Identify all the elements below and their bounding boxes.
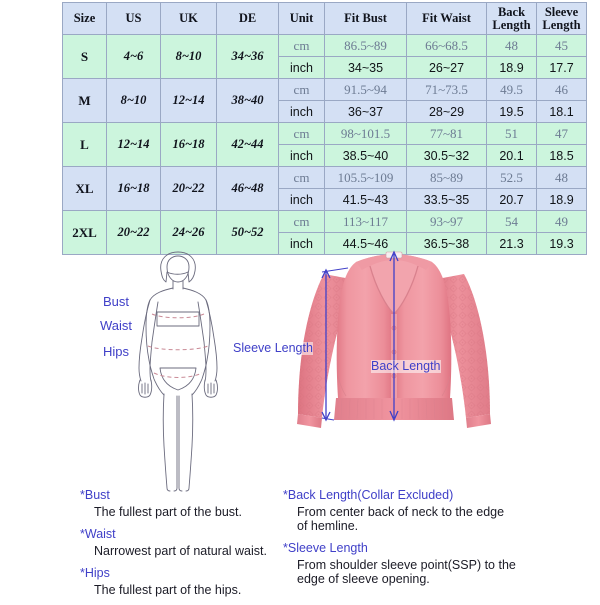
legend-desc-sleeve-length-line2: edge of sleeve opening.	[297, 572, 430, 586]
cell-unit-inch: inch	[279, 233, 325, 255]
cell-back-cm: 54	[487, 211, 537, 233]
cell-bust-cm: 98~101.5	[325, 123, 407, 145]
cell-unit-cm: cm	[279, 167, 325, 189]
legend-desc-sleeve-length-line1: From shoulder sleeve point(SSP) to the	[297, 558, 516, 572]
cell-bust-inch: 36~37	[325, 101, 407, 123]
cell-size: 2XL	[63, 211, 107, 255]
cell-us: 12~14	[107, 123, 161, 167]
legend-garment-measurements	[283, 488, 583, 594]
cell-back-inch: 18.9	[487, 57, 537, 79]
cell-waist-cm: 93~97	[407, 211, 487, 233]
table-row	[63, 211, 587, 233]
body-measurement-diagram	[78, 250, 278, 495]
cell-size: XL	[63, 167, 107, 211]
cell-size: M	[63, 79, 107, 123]
left-leg-inner	[174, 396, 177, 491]
cell-bust-inch: 44.5~46	[325, 233, 407, 255]
cell-size: S	[63, 35, 107, 79]
annotation-back-length: Back Length	[371, 359, 441, 373]
cell-us: 4~6	[107, 35, 161, 79]
cell-unit-cm: cm	[279, 79, 325, 101]
briefs-shape	[160, 368, 196, 390]
cell-back-cm: 48	[487, 35, 537, 57]
legend-body-measurements	[80, 488, 295, 605]
cell-bust-cm: 105.5~109	[325, 167, 407, 189]
right-fingers	[208, 383, 214, 394]
cell-de: 38~40	[217, 79, 279, 123]
left-arm-outer	[139, 300, 150, 381]
legend-term-bust: *Bust	[80, 488, 110, 502]
cell-sleeve-inch: 17.7	[537, 57, 587, 79]
cell-us: 16~18	[107, 167, 161, 211]
cell-uk: 20~22	[161, 167, 217, 211]
cell-waist-inch: 28~29	[407, 101, 487, 123]
cell-bust-cm: 91.5~94	[325, 79, 407, 101]
table-header	[63, 3, 587, 35]
right-leg-outer	[186, 394, 193, 491]
cell-sleeve-cm: 46	[537, 79, 587, 101]
column-header-us: US	[107, 3, 161, 35]
cell-bust-cm: 113~117	[325, 211, 407, 233]
column-header-sleeve-length-line1: Sleeve	[544, 4, 579, 19]
body-label-bust: Bust	[103, 294, 130, 309]
table-row	[63, 167, 587, 189]
pink-cardigan-illustration	[278, 248, 538, 463]
cell-waist-cm: 85~89	[407, 167, 487, 189]
column-header-back-length	[487, 3, 537, 35]
cell-de: 34~36	[217, 35, 279, 79]
cell-uk: 8~10	[161, 35, 217, 79]
body-label-waist: Waist	[100, 318, 133, 333]
legend-desc-hips: The fullest part of the hips.	[94, 583, 242, 597]
column-header-back-length-line1: Back	[497, 4, 526, 19]
cell-unit-inch: inch	[279, 145, 325, 167]
legend-desc-bust: The fullest part of the bust.	[94, 505, 242, 519]
cell-waist-inch: 26~27	[407, 57, 487, 79]
table-row	[63, 35, 587, 57]
column-header-back-length-line2: Length	[492, 17, 531, 32]
legend-term-waist: *Waist	[80, 527, 116, 541]
cell-sleeve-cm: 45	[537, 35, 587, 57]
size-chart-table	[62, 2, 587, 255]
cell-unit-inch: inch	[279, 57, 325, 79]
cell-sleeve-cm: 49	[537, 211, 587, 233]
legend-term-hips: *Hips	[80, 566, 110, 580]
bust-measure-line	[152, 314, 204, 318]
cell-unit-inch: inch	[279, 101, 325, 123]
column-header-uk: UK	[161, 3, 217, 35]
right-arm-outer	[206, 300, 217, 381]
head-shape	[167, 256, 189, 282]
cell-back-inch: 20.1	[487, 145, 537, 167]
cell-unit-cm: cm	[279, 211, 325, 233]
left-fingers	[142, 383, 148, 394]
cell-bust-cm: 86.5~89	[325, 35, 407, 57]
legend-desc-back-length-line2: of hemline.	[297, 519, 359, 533]
left-leg-outer	[163, 394, 170, 491]
waist-measure-line	[148, 346, 208, 350]
cell-sleeve-inch: 18.1	[537, 101, 587, 123]
cell-waist-inch: 36.5~38	[407, 233, 487, 255]
cell-waist-cm: 71~73.5	[407, 79, 487, 101]
cell-bust-inch: 38.5~40	[325, 145, 407, 167]
cell-us: 20~22	[107, 211, 161, 255]
cell-de: 50~52	[217, 211, 279, 255]
table-body	[63, 35, 587, 255]
legend-term-sleeve-length: *Sleeve Length	[283, 541, 368, 555]
cell-unit-cm: cm	[279, 35, 325, 57]
size-chart-table-container	[62, 2, 586, 255]
legend-term-back-length: *Back Length(Collar Excluded)	[283, 488, 454, 502]
garment-measurement-diagram	[233, 248, 538, 463]
right-torso-outline	[183, 288, 210, 360]
table-header-row	[63, 3, 587, 35]
cell-back-cm: 51	[487, 123, 537, 145]
legend-desc-waist: Narrowest part of natural waist.	[94, 544, 267, 558]
cell-waist-inch: 33.5~35	[407, 189, 487, 211]
cell-back-cm: 49.5	[487, 79, 537, 101]
cell-back-inch: 19.5	[487, 101, 537, 123]
cell-waist-cm: 77~81	[407, 123, 487, 145]
cell-uk: 24~26	[161, 211, 217, 255]
column-header-unit: Unit	[279, 3, 325, 35]
cell-sleeve-inch: 19.3	[537, 233, 587, 255]
cell-back-cm: 52.5	[487, 167, 537, 189]
cell-waist-cm: 66~68.5	[407, 35, 487, 57]
legend-desc-back-length-line1: From center back of neck to the edge	[297, 505, 505, 519]
hair-shape	[161, 252, 196, 282]
cell-back-inch: 20.7	[487, 189, 537, 211]
cell-sleeve-cm: 47	[537, 123, 587, 145]
column-header-sleeve-length-line2: Length	[542, 17, 581, 32]
column-header-de: DE	[217, 3, 279, 35]
cell-de: 46~48	[217, 167, 279, 211]
cell-us: 8~10	[107, 79, 161, 123]
cell-uk: 12~14	[161, 79, 217, 123]
table-row	[63, 123, 587, 145]
cell-size: L	[63, 123, 107, 167]
annotation-sleeve-length: Sleeve Length	[233, 341, 313, 355]
right-leg-inner	[179, 396, 182, 491]
column-header-fit-waist: Fit Waist	[407, 3, 487, 35]
column-header-fit-bust: Fit Bust	[325, 3, 407, 35]
cell-bust-inch: 41.5~43	[325, 189, 407, 211]
cell-unit-cm: cm	[279, 123, 325, 145]
cell-sleeve-inch: 18.5	[537, 145, 587, 167]
cell-bust-inch: 34~35	[325, 57, 407, 79]
cell-back-inch: 21.3	[487, 233, 537, 255]
cell-sleeve-cm: 48	[537, 167, 587, 189]
body-label-hips: Hips	[103, 344, 130, 359]
cell-waist-inch: 30.5~32	[407, 145, 487, 167]
female-body-figure-svg	[78, 250, 278, 495]
bra-shape	[157, 312, 199, 326]
column-header-size: Size	[63, 3, 107, 35]
cell-uk: 16~18	[161, 123, 217, 167]
table-row	[63, 79, 587, 101]
cell-unit-inch: inch	[279, 189, 325, 211]
cell-de: 42~44	[217, 123, 279, 167]
column-header-sleeve-length	[537, 3, 587, 35]
cell-sleeve-inch: 18.9	[537, 189, 587, 211]
